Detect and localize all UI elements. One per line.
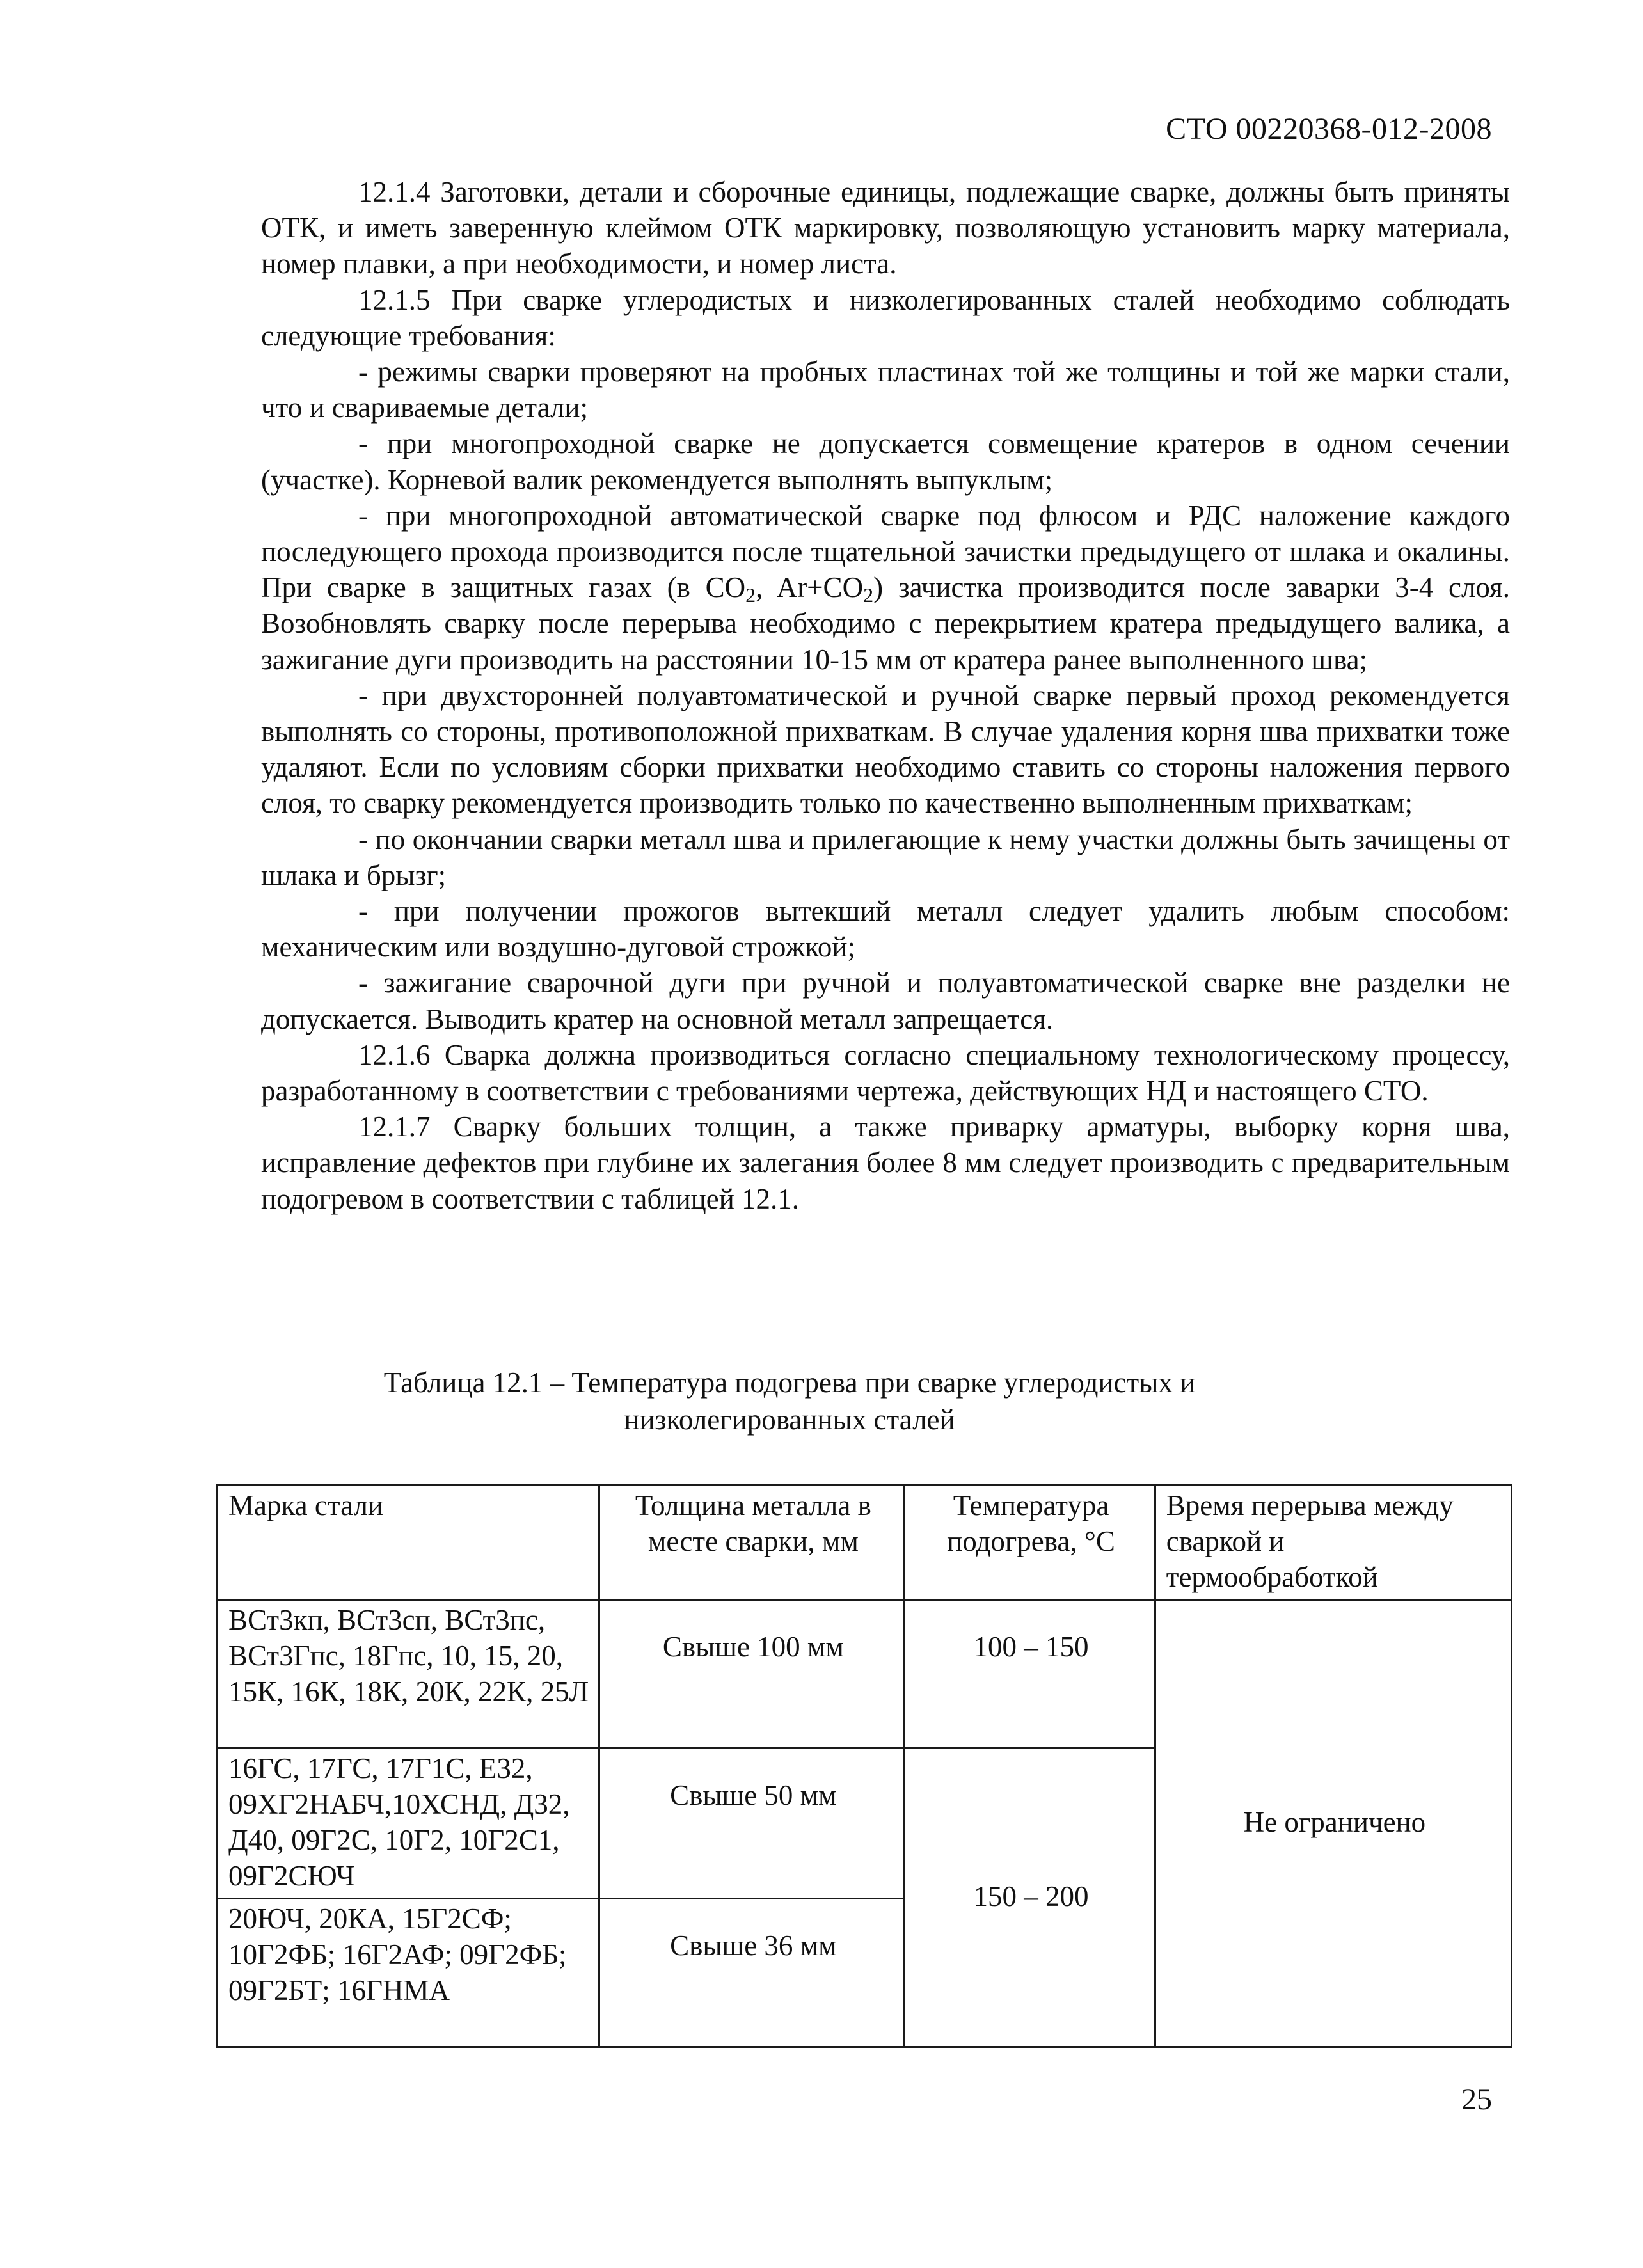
column-header-steel-grade: Марка стали (218, 1486, 599, 1600)
page-number: 25 (1461, 2082, 1492, 2116)
steel-grade-cell: 20ЮЧ, 20КА, 15Г2СФ; 10Г2ФБ; 16Г2АФ; 09Г2ФБ; 09Г2БТ; 16ГНМА (218, 1899, 599, 2047)
thickness-cell: Свыше 100 мм (599, 1600, 905, 1749)
thickness-cell: Свыше 36 мм (599, 1899, 905, 2047)
paragraph-12-1-4: 12.1.4 Заготовки, детали и сборочные единицы, подлежащие сварке, должны быть приняты ОТК, и иметь заверенную клеймом ОТК маркировку, позволяющую установить марку материала, номер плавки, а при необходимости, и номер листа. (261, 176, 1510, 280)
table-header-row (218, 1486, 1512, 1600)
column-header-temperature: Температура подогрева, °С (905, 1486, 1155, 1600)
steel-grade-cell: 16ГС, 17ГС, 17Г1С, Е32, 09ХГ2НАБЧ,10ХСНД, Д32, Д40, 09Г2С, 10Г2, 10Г2С1, 09Г2СЮЧ (218, 1749, 599, 1899)
table-caption-line: низколегированных сталей (624, 1404, 955, 1436)
temperature-cell: 100 – 150 (905, 1600, 1155, 1749)
thickness-cell: Свыше 50 мм (599, 1749, 905, 1899)
subscript: 2 (745, 583, 756, 607)
text-segment: - при многопроходной автоматической сварке под флюсом и РДС наложение каждого последующего прохода производится после тщательной зачистки предыдущего от шлака и окалины. При сварке в защитных газах (в CO (261, 499, 1510, 604)
requirement-item: - по окончании сварки металл шва и прилегающие к нему участки должны быть зачищены от шлака и брызг; (261, 823, 1510, 891)
text-segment: , Ar+CO (756, 571, 864, 604)
requirement-item-shielding-gas (261, 498, 1510, 678)
steel-grade-cell: ВСт3кп, ВСт3сп, ВСт3пс, ВСт3Гпс, 18Гпс, 10, 15, 20, 15К, 16К, 18К, 20К, 22К, 25Л (218, 1600, 599, 1749)
paragraph-12-1-6: 12.1.6 Сварка должна производиться согласно специальному технологическому процессу, разработанному в соответствии с требованиями чертежа, действующих НД и настоящего СТО. (261, 1038, 1510, 1107)
body-text (261, 174, 1510, 1217)
table-row (218, 1600, 1512, 1749)
table-caption-line: Таблица 12.1 – Температура подогрева при сварке углеродистых и (383, 1367, 1196, 1399)
table-caption (256, 1364, 1472, 1438)
paragraph-12-1-7: 12.1.7 Сварку больших толщин, а также приварку арматуры, выборку корня шва, исправление дефектов при глубине их залегания более 8 мм следует производить с предварительным подогревом в соответствии с таблицей 12.1. (261, 1111, 1510, 1215)
requirement-item: - при получении прожогов вытекший металл следует удалить любым способом: механическим или воздушно-дуговой строжкой; (261, 895, 1510, 964)
text-segment: ) зачистка производится после заварки 3-4 слоя. Возобновлять сварку после перерыва необходимо с перекрытием кратера предыдущего валика, а зажигание дуги производить на расстоянии 10-15 мм от кратера ранее выполненного шва; (261, 571, 1511, 676)
requirement-item: - режимы сварки проверяют на пробных пластинах той же толщины и той же марки стали, что и свариваемые детали; (261, 356, 1510, 424)
requirement-item: - зажигание сварочной дуги при ручной и полуавтоматической сварке вне разделки не допускается. Выводить кратер на основной металл запрещается. (261, 967, 1510, 1035)
document-code-header: СТО 00220368-012-2008 (1166, 112, 1492, 146)
paragraph-12-1-5: 12.1.5 При сварке углеродистых и низколегированных сталей необходимо соблюдать следующие требования: (261, 283, 1510, 352)
preheat-temperature-table (216, 1484, 1512, 2048)
temperature-cell: 150 – 200 (905, 1749, 1155, 2047)
requirement-item: - при многопроходной сварке не допускается совмещение кратеров в одном сечении (участке). Корневой валик рекомендуется выполнять выпуклым; (261, 427, 1510, 496)
column-header-break-time: Время перерыва между сваркой и термообработкой (1155, 1486, 1511, 1600)
subscript: 2 (863, 583, 874, 607)
break-time-cell: Не ограничено (1155, 1600, 1511, 2047)
column-header-thickness: Толщина металла в месте сварки, мм (599, 1486, 905, 1600)
requirement-item: - при двухсторонней полуавтоматической и ручной сварке первый проход рекомендуется выполнять со стороны, противоположной прихваткам. В случае удаления корня шва прихватки тоже удаляют. Если по условиям сборки прихватки необходимо ставить со стороны наложения первого слоя, то сварку рекомендуется производить только по качественно выполненным прихваткам; (261, 679, 1510, 820)
